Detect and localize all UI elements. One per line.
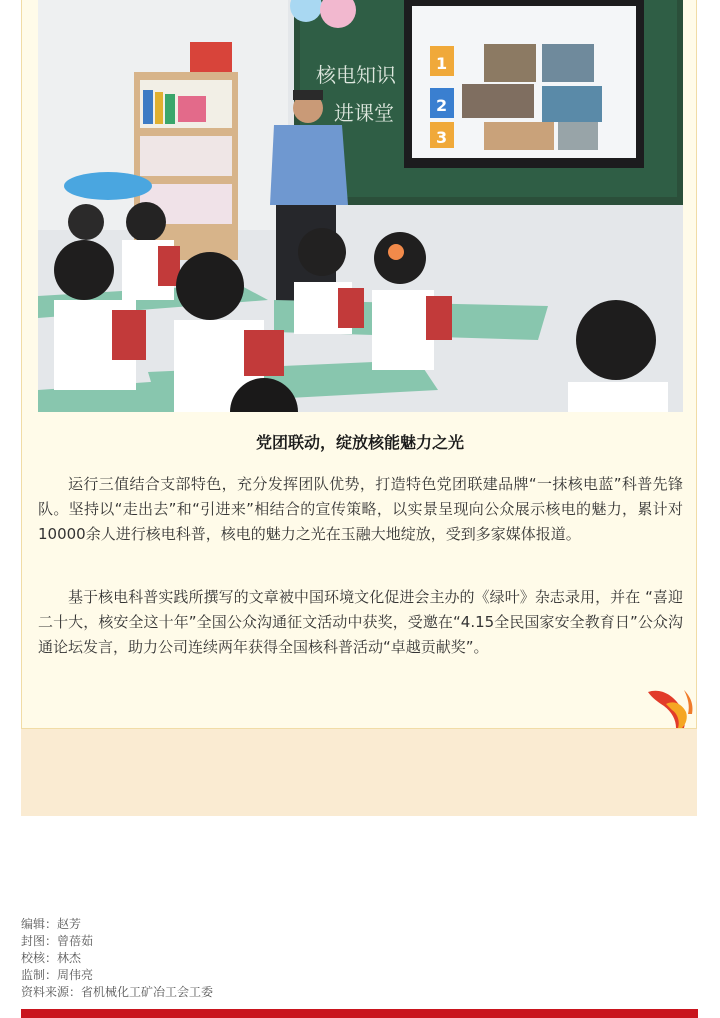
body-paragraph-1: 运行三值结合支部特色，充分发挥团队优势，打造特色党团联建品牌“一抹核电蓝”科普先锋队。坚持以“走出去”和“引进来”相结合的宣传策略，以实景呈现向公众展示核电的魅力，累计对10000余人进行核电科普，核电的魅力之光在玉融大地绽放，受到多家媒体报道。 — [38, 475, 683, 543]
credit-cover-image: 封图：曾蓓茹 — [21, 934, 94, 948]
slide-number-1: 1 — [436, 54, 448, 73]
classroom-photo — [38, 0, 683, 412]
credit-source: 资料来源：省机械化工矿冶工会工委 — [21, 985, 214, 999]
body-paragraph-2: 基于核电科普实践所撰写的文章被中国环境文化促进会主办的《绿叶》杂志录用，并在 “喜迎二十大，核安全这十年”全国公众沟通征文活动中获奖，受邀在“4.15全民国家安全教育日”公众沟通论坛发言，助力公司连续两年获得全国核科普活动“卓越贡献奖”。 — [38, 588, 683, 656]
credit-supervisor: 监制：周伟亮 — [21, 968, 94, 982]
footer-red-bar — [21, 1009, 698, 1018]
article-card — [21, 0, 697, 729]
slide-number-2: 2 — [436, 96, 448, 115]
credits-block — [21, 916, 213, 1001]
slide-number-3: 3 — [436, 128, 448, 147]
blackboard-text-1: 核电知识 — [316, 63, 396, 87]
credit-proofreader: 校核：林杰 — [21, 951, 82, 965]
credit-editor: 编辑：赵芳 — [21, 917, 82, 931]
lower-decorative-band — [21, 729, 697, 816]
flame-icon — [646, 684, 698, 728]
blackboard-text-2: 进课堂 — [334, 101, 394, 125]
section-heading: 党团联动，绽放核能魅力之光 — [255, 433, 464, 452]
